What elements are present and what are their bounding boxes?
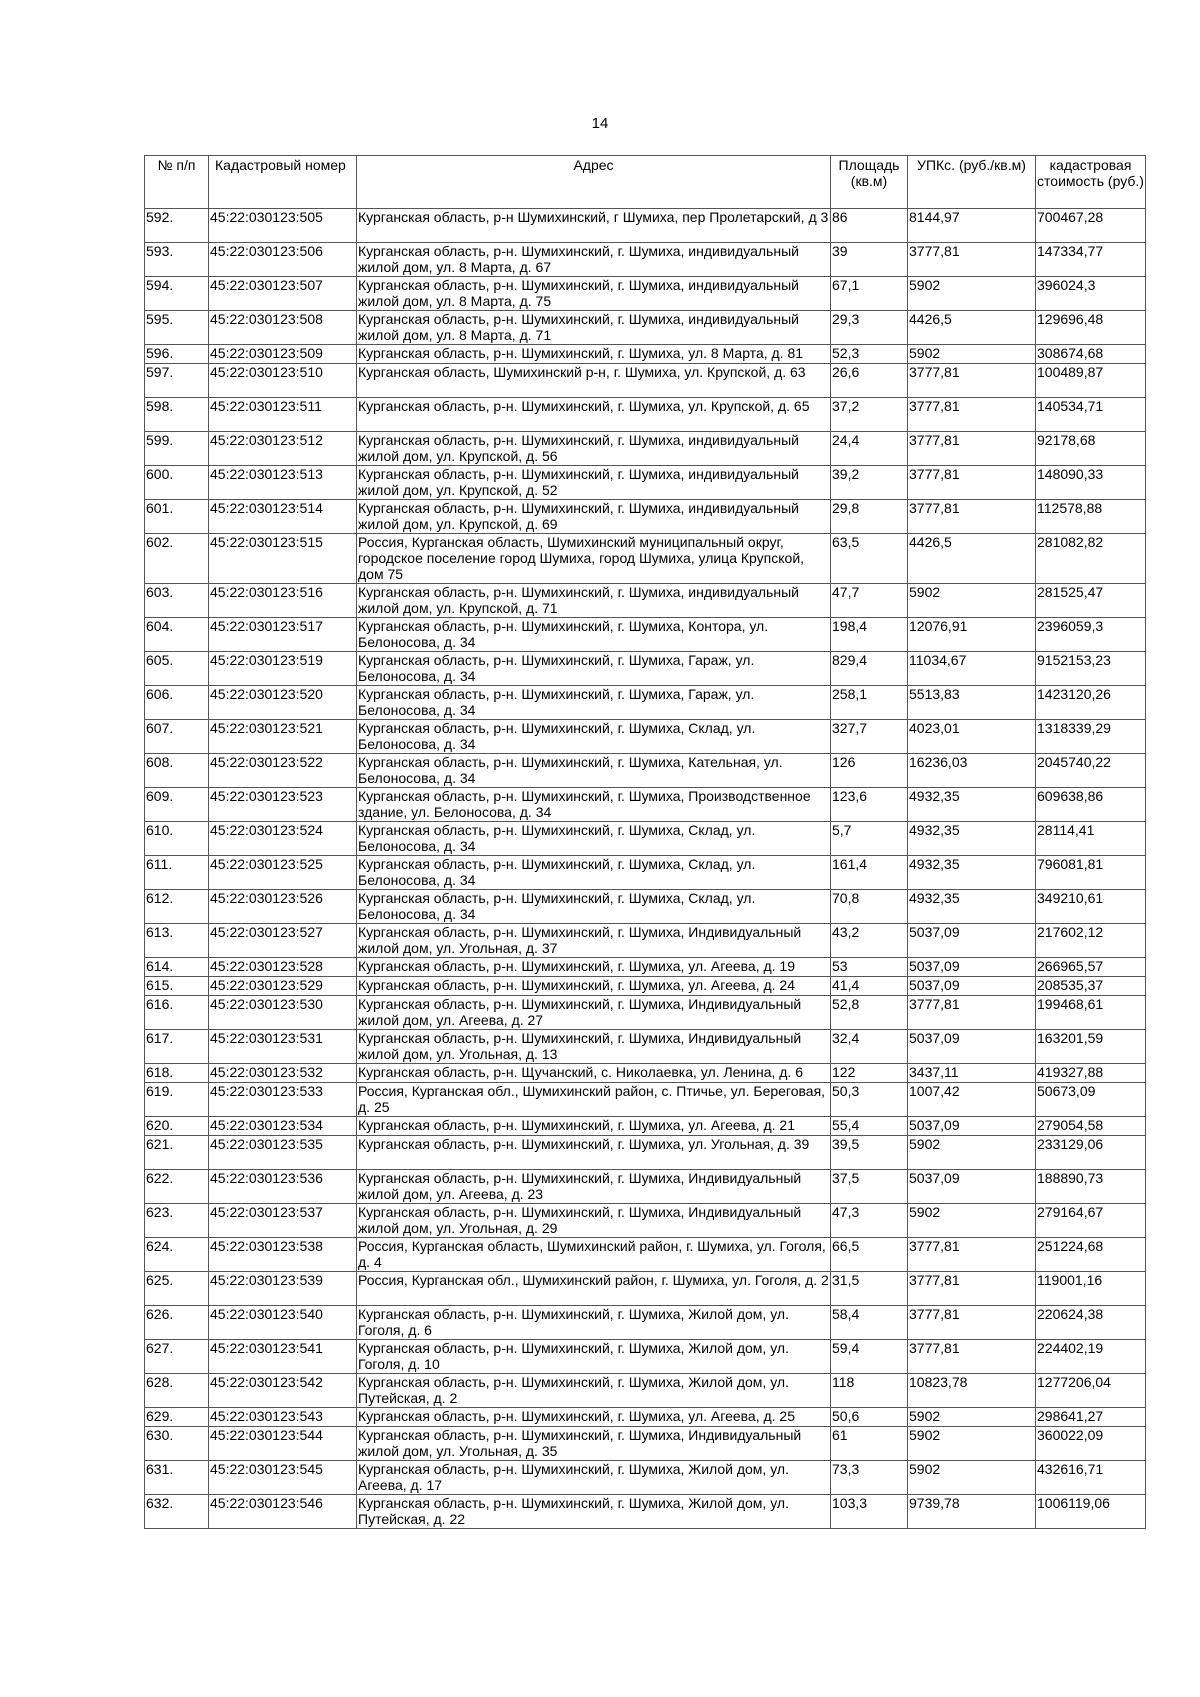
cadastral-number-cell: 45:22:030123:542 (209, 1374, 357, 1408)
address-cell: Россия, Курганская область, Шумихинский район, г. Шумиха, ул. Гоголя, д. 4 (357, 1238, 831, 1272)
row-number-cell: 626. (145, 1306, 209, 1340)
cadastral-cost-cell: 163201,59 (1036, 1030, 1146, 1064)
table-row (145, 1461, 1146, 1495)
area-cell: 39,2 (831, 466, 908, 500)
row-number-cell: 630. (145, 1427, 209, 1461)
cadastral-cost-cell: 396024,3 (1036, 277, 1146, 311)
upks-cell: 5037,09 (908, 1117, 1036, 1136)
row-number-cell: 606. (145, 686, 209, 720)
row-number-cell: 629. (145, 1408, 209, 1427)
address-cell: Курганская область, р-н. Шумихинский, г. Шумиха, ул. Агеева, д. 19 (357, 958, 831, 977)
area-cell: 26,6 (831, 364, 908, 398)
upks-cell: 5037,09 (908, 958, 1036, 977)
table-row (145, 1083, 1146, 1117)
row-number-cell: 607. (145, 720, 209, 754)
address-cell: Курганская область, р-н. Шумихинский, г. Шумиха, индивидуальный жилой дом, ул. 8 Марта, д. 71 (357, 311, 831, 345)
cadastral-cost-cell: 349210,61 (1036, 890, 1146, 924)
area-cell: 59,4 (831, 1340, 908, 1374)
upks-cell: 5037,09 (908, 1030, 1036, 1064)
cadastral-cost-cell: 208535,37 (1036, 977, 1146, 996)
area-cell: 161,4 (831, 856, 908, 890)
table-row (145, 856, 1146, 890)
address-cell: Курганская область, р-н. Шумихинский, г. Шумиха, Индивидуальный жилой дом, ул. Угольная, д. 35 (357, 1427, 831, 1461)
upks-cell: 3777,81 (908, 364, 1036, 398)
area-cell: 31,5 (831, 1272, 908, 1306)
cadastral-number-cell: 45:22:030123:523 (209, 788, 357, 822)
table-row (145, 1408, 1146, 1427)
cadastral-number-cell: 45:22:030123:507 (209, 277, 357, 311)
table-row (145, 958, 1146, 977)
upks-cell: 10823,78 (908, 1374, 1036, 1408)
row-number-cell: 614. (145, 958, 209, 977)
address-cell: Курганская область, р-н. Шумихинский, г. Шумиха, Индивидуальный жилой дом, ул. Агеева, д. 27 (357, 996, 831, 1030)
cadastral-cost-cell: 279054,58 (1036, 1117, 1146, 1136)
cadastral-cost-cell: 140534,71 (1036, 398, 1146, 432)
table-row (145, 364, 1146, 398)
address-cell: Курганская область, р-н. Шумихинский, г. Шумиха, Индивидуальный жилой дом, ул. Угольная, д. 37 (357, 924, 831, 958)
row-number-cell: 611. (145, 856, 209, 890)
cadastral-number-cell: 45:22:030123:508 (209, 311, 357, 345)
table-row (145, 466, 1146, 500)
upks-cell: 8144,97 (908, 209, 1036, 243)
address-cell: Курганская область, р-н. Шумихинский, г. Шумиха, Склад, ул. Белоносова, д. 34 (357, 890, 831, 924)
address-cell: Курганская область, р-н. Шумихинский, г. Шумиха, индивидуальный жилой дом, ул. 8 Марта, д. 67 (357, 243, 831, 277)
cadastral-cost-cell: 2045740,22 (1036, 754, 1146, 788)
address-cell: Курганская область, Шумихинский р-н, г. Шумиха, ул. Крупской, д. 63 (357, 364, 831, 398)
upks-cell: 5902 (908, 277, 1036, 311)
area-cell: 39 (831, 243, 908, 277)
cadastral-table (144, 155, 1146, 1529)
upks-cell: 3777,81 (908, 398, 1036, 432)
table-row (145, 754, 1146, 788)
area-cell: 118 (831, 1374, 908, 1408)
upks-cell: 11034,67 (908, 652, 1036, 686)
area-cell: 37,5 (831, 1170, 908, 1204)
table-row (145, 1427, 1146, 1461)
upks-cell: 3777,81 (908, 1238, 1036, 1272)
address-cell: Курганская область, р-н. Шумихинский, г. Шумиха, ул. Агеева, д. 25 (357, 1408, 831, 1427)
row-number-cell: 624. (145, 1238, 209, 1272)
row-number-cell: 613. (145, 924, 209, 958)
cadastral-cost-cell: 360022,09 (1036, 1427, 1146, 1461)
address-cell: Курганская область, р-н. Шумихинский, г. Шумиха, Гараж, ул. Белоносова, д. 34 (357, 652, 831, 686)
area-cell: 63,5 (831, 534, 908, 584)
area-cell: 5,7 (831, 822, 908, 856)
upks-cell: 5902 (908, 584, 1036, 618)
upks-cell: 3777,81 (908, 996, 1036, 1030)
upks-cell: 16236,03 (908, 754, 1036, 788)
cadastral-number-cell: 45:22:030123:511 (209, 398, 357, 432)
row-number-cell: 610. (145, 822, 209, 856)
address-cell: Курганская область, р-н. Шумихинский, г. Шумиха, Жилой дом, ул. Агеева, д. 17 (357, 1461, 831, 1495)
address-cell: Курганская область, р-н. Шумихинский, г. Шумиха, ул. Агеева, д. 24 (357, 977, 831, 996)
area-cell: 29,3 (831, 311, 908, 345)
table-header-row (145, 156, 1146, 209)
upks-cell: 4023,01 (908, 720, 1036, 754)
table-row (145, 432, 1146, 466)
cadastral-cost-cell: 609638,86 (1036, 788, 1146, 822)
area-cell: 29,8 (831, 500, 908, 534)
cadastral-number-cell: 45:22:030123:525 (209, 856, 357, 890)
upks-cell: 3777,81 (908, 1272, 1036, 1306)
table-row (145, 720, 1146, 754)
address-cell: Курганская область, р-н. Шумихинский, г. Шумиха, Индивидуальный жилой дом, ул. Угольная, д. 29 (357, 1204, 831, 1238)
cadastral-cost-cell: 1318339,29 (1036, 720, 1146, 754)
upks-cell: 3777,81 (908, 1340, 1036, 1374)
upks-cell: 5037,09 (908, 1170, 1036, 1204)
area-cell: 70,8 (831, 890, 908, 924)
address-cell: Курганская область, р-н. Шумихинский, г. Шумиха, Контора, ул. Белоносова, д. 34 (357, 618, 831, 652)
row-number-cell: 623. (145, 1204, 209, 1238)
area-cell: 67,1 (831, 277, 908, 311)
upks-cell: 4932,35 (908, 822, 1036, 856)
address-cell: Курганская область, р-н. Шумихинский, г. Шумиха, Индивидуальный жилой дом, ул. Агеева, д. 23 (357, 1170, 831, 1204)
cadastral-number-cell: 45:22:030123:536 (209, 1170, 357, 1204)
area-cell: 126 (831, 754, 908, 788)
address-cell: Курганская область, р-н. Шумихинский, г. Шумиха, индивидуальный жилой дом, ул. Крупской, д. 71 (357, 584, 831, 618)
upks-cell: 5513,83 (908, 686, 1036, 720)
table-row (145, 209, 1146, 243)
address-cell: Россия, Курганская обл., Шумихинский район, с. Птичье, ул. Береговая, д. 25 (357, 1083, 831, 1117)
row-number-cell: 621. (145, 1136, 209, 1170)
table-row (145, 1340, 1146, 1374)
row-number-cell: 608. (145, 754, 209, 788)
table-row (145, 890, 1146, 924)
cadastral-number-cell: 45:22:030123:529 (209, 977, 357, 996)
cadastral-number-cell: 45:22:030123:538 (209, 1238, 357, 1272)
row-number-cell: 620. (145, 1117, 209, 1136)
table-row (145, 652, 1146, 686)
table-row (145, 977, 1146, 996)
row-number-cell: 619. (145, 1083, 209, 1117)
cadastral-cost-cell: 279164,67 (1036, 1204, 1146, 1238)
cadastral-number-cell: 45:22:030123:517 (209, 618, 357, 652)
cadastral-cost-cell: 298641,27 (1036, 1408, 1146, 1427)
area-cell: 122 (831, 1064, 908, 1083)
table-row (145, 1170, 1146, 1204)
area-cell: 47,7 (831, 584, 908, 618)
row-number-cell: 592. (145, 209, 209, 243)
cadastral-number-cell: 45:22:030123:515 (209, 534, 357, 584)
row-number-cell: 627. (145, 1340, 209, 1374)
cadastral-cost-cell: 129696,48 (1036, 311, 1146, 345)
address-cell: Курганская область, р-н. Шумихинский, г. Шумиха, Жилой дом, ул. Путейская, д. 22 (357, 1495, 831, 1529)
area-cell: 39,5 (831, 1136, 908, 1170)
address-cell: Курганская область, р-н. Шумихинский, г. Шумиха, Жилой дом, ул. Гоголя, д. 10 (357, 1340, 831, 1374)
column-header-upks: УПКс. (руб./кв.м) (908, 156, 1036, 209)
upks-cell: 4932,35 (908, 856, 1036, 890)
cadastral-cost-cell: 188890,73 (1036, 1170, 1146, 1204)
upks-cell: 9739,78 (908, 1495, 1036, 1529)
cadastral-cost-cell: 28114,41 (1036, 822, 1146, 856)
table-row (145, 996, 1146, 1030)
row-number-cell: 625. (145, 1272, 209, 1306)
upks-cell: 5037,09 (908, 924, 1036, 958)
table-row (145, 822, 1146, 856)
area-cell: 55,4 (831, 1117, 908, 1136)
cadastral-cost-cell: 220624,38 (1036, 1306, 1146, 1340)
address-cell: Курганская область, р-н. Щучанский, с. Николаевка, ул. Ленина, д. 6 (357, 1064, 831, 1083)
cadastral-cost-cell: 796081,81 (1036, 856, 1146, 890)
table-row (145, 1374, 1146, 1408)
area-cell: 61 (831, 1427, 908, 1461)
cadastral-number-cell: 45:22:030123:545 (209, 1461, 357, 1495)
upks-cell: 12076,91 (908, 618, 1036, 652)
column-header-cadastral: Кадастровый номер (209, 156, 357, 209)
table-row (145, 584, 1146, 618)
table-row (145, 1238, 1146, 1272)
address-cell: Курганская область, р-н. Шумихинский, г. Шумиха, ул. Агеева, д. 21 (357, 1117, 831, 1136)
row-number-cell: 631. (145, 1461, 209, 1495)
cadastral-number-cell: 45:22:030123:533 (209, 1083, 357, 1117)
area-cell: 32,4 (831, 1030, 908, 1064)
address-cell: Курганская область, р-н Шумихинский, г Шумиха, пер Пролетарский, д 3 (357, 209, 831, 243)
upks-cell: 5902 (908, 1427, 1036, 1461)
area-cell: 123,6 (831, 788, 908, 822)
cadastral-number-cell: 45:22:030123:519 (209, 652, 357, 686)
table-row (145, 311, 1146, 345)
area-cell: 43,2 (831, 924, 908, 958)
upks-cell: 3777,81 (908, 1306, 1036, 1340)
upks-cell: 4426,5 (908, 311, 1036, 345)
cadastral-number-cell: 45:22:030123:526 (209, 890, 357, 924)
cadastral-cost-cell: 9152153,23 (1036, 652, 1146, 686)
upks-cell: 5902 (908, 1204, 1036, 1238)
address-cell: Курганская область, р-н. Шумихинский, г. Шумиха, Склад, ул. Белоносова, д. 34 (357, 720, 831, 754)
page-number: 14 (591, 115, 609, 132)
cadastral-number-cell: 45:22:030123:512 (209, 432, 357, 466)
table-row (145, 345, 1146, 364)
upks-cell: 3777,81 (908, 466, 1036, 500)
address-cell: Курганская область, р-н. Шумихинский, г. Шумиха, индивидуальный жилой дом, ул. 8 Марта, д. 75 (357, 277, 831, 311)
cadastral-number-cell: 45:22:030123:510 (209, 364, 357, 398)
row-number-cell: 616. (145, 996, 209, 1030)
cadastral-number-cell: 45:22:030123:509 (209, 345, 357, 364)
row-number-cell: 622. (145, 1170, 209, 1204)
row-number-cell: 615. (145, 977, 209, 996)
address-cell: Курганская область, р-н. Шумихинский, г. Шумиха, индивидуальный жилой дом, ул. Крупской, д. 52 (357, 466, 831, 500)
cadastral-cost-cell: 50673,09 (1036, 1083, 1146, 1117)
row-number-cell: 609. (145, 788, 209, 822)
row-number-cell: 602. (145, 534, 209, 584)
address-cell: Курганская область, р-н. Шумихинский, г. Шумиха, индивидуальный жилой дом, ул. Крупской, д. 69 (357, 500, 831, 534)
table-row (145, 243, 1146, 277)
row-number-cell: 593. (145, 243, 209, 277)
column-header-cost: кадастровая стоимость (руб.) (1036, 156, 1146, 209)
area-cell: 327,7 (831, 720, 908, 754)
address-cell: Курганская область, р-н. Шумихинский, г. Шумиха, Индивидуальный жилой дом, ул. Угольная, д. 13 (357, 1030, 831, 1064)
table-row (145, 618, 1146, 652)
row-number-cell: 595. (145, 311, 209, 345)
area-cell: 50,3 (831, 1083, 908, 1117)
table-row (145, 1117, 1146, 1136)
cadastral-number-cell: 45:22:030123:534 (209, 1117, 357, 1136)
cadastral-number-cell: 45:22:030123:537 (209, 1204, 357, 1238)
area-cell: 58,4 (831, 1306, 908, 1340)
upks-cell: 5902 (908, 1461, 1036, 1495)
cadastral-number-cell: 45:22:030123:522 (209, 754, 357, 788)
row-number-cell: 632. (145, 1495, 209, 1529)
row-number-cell: 598. (145, 398, 209, 432)
row-number-cell: 618. (145, 1064, 209, 1083)
row-number-cell: 597. (145, 364, 209, 398)
upks-cell: 5902 (908, 345, 1036, 364)
cadastral-cost-cell: 147334,77 (1036, 243, 1146, 277)
area-cell: 52,3 (831, 345, 908, 364)
area-cell: 829,4 (831, 652, 908, 686)
upks-cell: 1007,42 (908, 1083, 1036, 1117)
area-cell: 86 (831, 209, 908, 243)
cadastral-number-cell: 45:22:030123:514 (209, 500, 357, 534)
row-number-cell: 601. (145, 500, 209, 534)
area-cell: 52,8 (831, 996, 908, 1030)
upks-cell: 3777,81 (908, 432, 1036, 466)
address-cell: Курганская область, р-н. Шумихинский, г. Шумиха, Склад, ул. Белоносова, д. 34 (357, 856, 831, 890)
area-cell: 24,4 (831, 432, 908, 466)
cadastral-cost-cell: 419327,88 (1036, 1064, 1146, 1083)
cadastral-cost-cell: 1423120,26 (1036, 686, 1146, 720)
address-cell: Курганская область, р-н. Шумихинский, г. Шумиха, Склад, ул. Белоносова, д. 34 (357, 822, 831, 856)
cadastral-number-cell: 45:22:030123:506 (209, 243, 357, 277)
cadastral-number-cell: 45:22:030123:532 (209, 1064, 357, 1083)
address-cell: Курганская область, р-н. Шумихинский, г. Шумиха, Производственное здание, ул. Белоносова, д. 34 (357, 788, 831, 822)
table-row (145, 1064, 1146, 1083)
table-body (145, 209, 1146, 1529)
row-number-cell: 612. (145, 890, 209, 924)
address-cell: Курганская область, р-н. Шумихинский, г. Шумиха, Жилой дом, ул. Путейская, д. 2 (357, 1374, 831, 1408)
cadastral-number-cell: 45:22:030123:535 (209, 1136, 357, 1170)
row-number-cell: 603. (145, 584, 209, 618)
area-cell: 47,3 (831, 1204, 908, 1238)
table-row (145, 1272, 1146, 1306)
cadastral-cost-cell: 92178,68 (1036, 432, 1146, 466)
cadastral-number-cell: 45:22:030123:531 (209, 1030, 357, 1064)
cadastral-cost-cell: 100489,87 (1036, 364, 1146, 398)
cadastral-cost-cell: 119001,16 (1036, 1272, 1146, 1306)
area-cell: 73,3 (831, 1461, 908, 1495)
cadastral-cost-cell: 308674,68 (1036, 345, 1146, 364)
cadastral-cost-cell: 233129,06 (1036, 1136, 1146, 1170)
area-cell: 103,3 (831, 1495, 908, 1529)
cadastral-cost-cell: 281525,47 (1036, 584, 1146, 618)
address-cell: Курганская область, р-н. Шумихинский, г. Шумиха, Жилой дом, ул. Гоголя, д. 6 (357, 1306, 831, 1340)
upks-cell: 4426,5 (908, 534, 1036, 584)
address-cell: Курганская область, р-н. Шумихинский, г. Шумиха, ул. Угольная, д. 39 (357, 1136, 831, 1170)
upks-cell: 5902 (908, 1408, 1036, 1427)
upks-cell: 4932,35 (908, 788, 1036, 822)
cadastral-cost-cell: 217602,12 (1036, 924, 1146, 958)
column-header-number: № п/п (145, 156, 209, 209)
column-header-area: Площадь (кв.м) (831, 156, 908, 209)
address-cell: Курганская область, р-н. Шумихинский, г. Шумиха, индивидуальный жилой дом, ул. Крупской, д. 56 (357, 432, 831, 466)
row-number-cell: 596. (145, 345, 209, 364)
cadastral-cost-cell: 148090,33 (1036, 466, 1146, 500)
cadastral-number-cell: 45:22:030123:541 (209, 1340, 357, 1374)
area-cell: 198,4 (831, 618, 908, 652)
cadastral-number-cell: 45:22:030123:528 (209, 958, 357, 977)
address-cell: Курганская область, р-н. Шумихинский, г. Шумиха, ул. 8 Марта, д. 81 (357, 345, 831, 364)
cadastral-number-cell: 45:22:030123:546 (209, 1495, 357, 1529)
upks-cell: 3777,81 (908, 243, 1036, 277)
address-cell: Курганская область, р-н. Шумихинский, г. Шумиха, Гараж, ул. Белоносова, д. 34 (357, 686, 831, 720)
cadastral-number-cell: 45:22:030123:521 (209, 720, 357, 754)
row-number-cell: 604. (145, 618, 209, 652)
upks-cell: 3437,11 (908, 1064, 1036, 1083)
cadastral-number-cell: 45:22:030123:516 (209, 584, 357, 618)
cadastral-cost-cell: 432616,71 (1036, 1461, 1146, 1495)
area-cell: 66,5 (831, 1238, 908, 1272)
row-number-cell: 605. (145, 652, 209, 686)
table-row (145, 500, 1146, 534)
cadastral-cost-cell: 266965,57 (1036, 958, 1146, 977)
area-cell: 50,6 (831, 1408, 908, 1427)
area-cell: 258,1 (831, 686, 908, 720)
table-row (145, 277, 1146, 311)
row-number-cell: 594. (145, 277, 209, 311)
table-row (145, 924, 1146, 958)
area-cell: 53 (831, 958, 908, 977)
table-row (145, 1136, 1146, 1170)
cadastral-cost-cell: 1006119,06 (1036, 1495, 1146, 1529)
cadastral-number-cell: 45:22:030123:527 (209, 924, 357, 958)
table-row (145, 686, 1146, 720)
upks-cell: 5902 (908, 1136, 1036, 1170)
row-number-cell: 599. (145, 432, 209, 466)
row-number-cell: 628. (145, 1374, 209, 1408)
cadastral-cost-cell: 112578,88 (1036, 500, 1146, 534)
area-cell: 41,4 (831, 977, 908, 996)
cadastral-cost-cell: 281082,82 (1036, 534, 1146, 584)
table-row (145, 1306, 1146, 1340)
upks-cell: 5037,09 (908, 977, 1036, 996)
upks-cell: 3777,81 (908, 500, 1036, 534)
cadastral-number-cell: 45:22:030123:524 (209, 822, 357, 856)
cadastral-cost-cell: 199468,61 (1036, 996, 1146, 1030)
address-cell: Курганская область, р-н. Шумихинский, г. Шумиха, Кательная, ул. Белоносова, д. 34 (357, 754, 831, 788)
cadastral-cost-cell: 1277206,04 (1036, 1374, 1146, 1408)
table-row (145, 534, 1146, 584)
table-row (145, 1030, 1146, 1064)
cadastral-number-cell: 45:22:030123:543 (209, 1408, 357, 1427)
cadastral-number-cell: 45:22:030123:544 (209, 1427, 357, 1461)
cadastral-number-cell: 45:22:030123:530 (209, 996, 357, 1030)
cadastral-number-cell: 45:22:030123:520 (209, 686, 357, 720)
row-number-cell: 600. (145, 466, 209, 500)
cadastral-number-cell: 45:22:030123:539 (209, 1272, 357, 1306)
table-row (145, 788, 1146, 822)
row-number-cell: 617. (145, 1030, 209, 1064)
upks-cell: 4932,35 (908, 890, 1036, 924)
address-cell: Курганская область, р-н. Шумихинский, г. Шумиха, ул. Крупской, д. 65 (357, 398, 831, 432)
table-row (145, 398, 1146, 432)
address-cell: Россия, Курганская область, Шумихинский муниципальный округ, городское поселение город Шумиха, город Шумиха, улица Крупской, дом 75 (357, 534, 831, 584)
area-cell: 37,2 (831, 398, 908, 432)
cadastral-cost-cell: 251224,68 (1036, 1238, 1146, 1272)
cadastral-cost-cell: 224402,19 (1036, 1340, 1146, 1374)
table-row (145, 1204, 1146, 1238)
cadastral-number-cell: 45:22:030123:540 (209, 1306, 357, 1340)
cadastral-cost-cell: 700467,28 (1036, 209, 1146, 243)
cadastral-number-cell: 45:22:030123:513 (209, 466, 357, 500)
column-header-address: Адрес (357, 156, 831, 209)
address-cell: Россия, Курганская обл., Шумихинский район, г. Шумиха, ул. Гоголя, д. 2 (357, 1272, 831, 1306)
table-row (145, 1495, 1146, 1529)
cadastral-cost-cell: 2396059,3 (1036, 618, 1146, 652)
cadastral-number-cell: 45:22:030123:505 (209, 209, 357, 243)
